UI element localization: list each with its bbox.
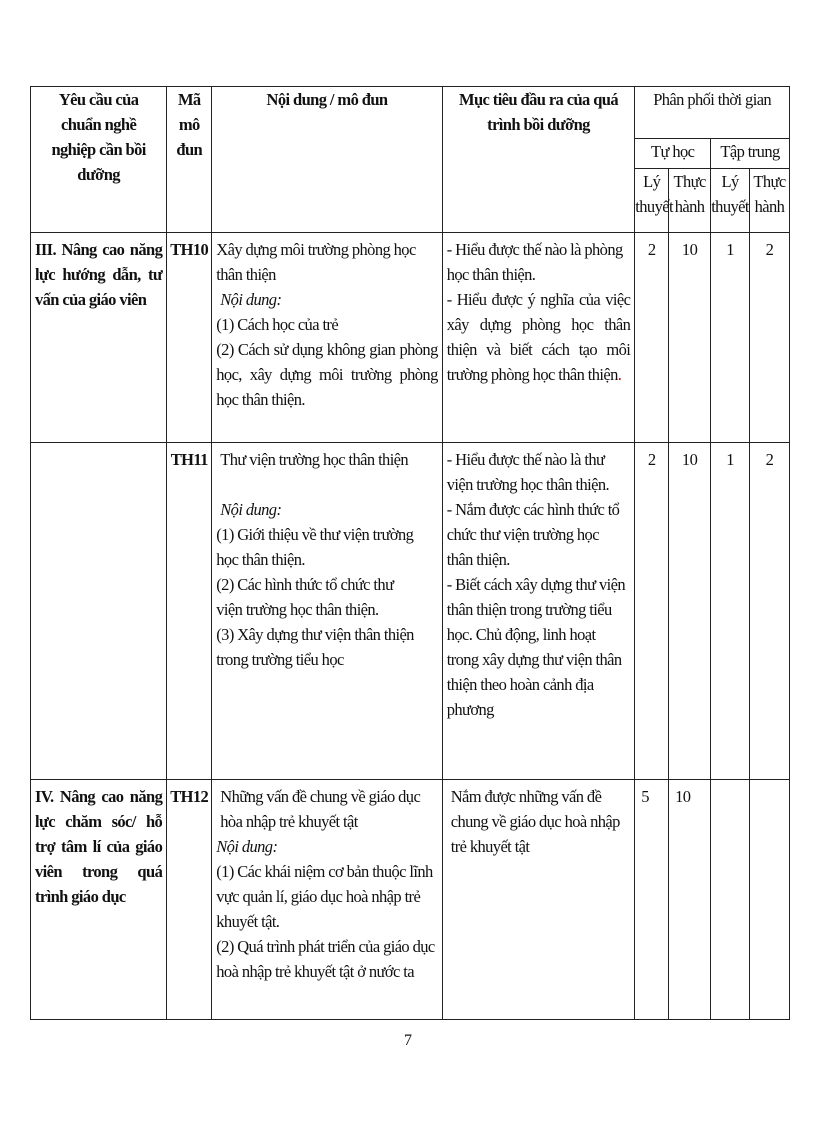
header-goal: Mục tiêu đầu ra của quá trình bồi dưỡng (442, 87, 635, 233)
content-cell (212, 443, 442, 780)
content-item: (2) Các hình thức tổ chức thư viện trường học thân thiện. (216, 575, 394, 619)
content-cell (212, 780, 442, 1020)
curriculum-table (30, 86, 790, 1020)
module-code: TH11 (167, 443, 212, 780)
requirement-cell: III. Nâng cao năng lực hướng dẫn, tư vấn của giáo viên (31, 233, 167, 443)
goal-item: - Nắm được các hình thức tổ chức thư viện trường học thân thiện. (446, 500, 620, 569)
conc-practice-hours: 2 (750, 443, 790, 780)
header-requirement: Yêu cầu của chuẩn nghề nghiệp cần bồi dưỡng (31, 87, 167, 233)
content-item: (2) Quá trình phát triển của giáo dục hoà nhập trẻ khuyết tật ở nước ta (216, 937, 435, 981)
goal-item: Nắm được những vấn đề chung về giáo dục hoà nhập trẻ khuyết tật (450, 787, 620, 856)
conc-theory-hours: 1 (711, 443, 750, 780)
content-item: (1) Các khái niệm cơ bản thuộc lĩnh vực quản lí, giáo dục hoà nhập trẻ khuyết tật. (216, 862, 433, 931)
module-code: TH10 (167, 233, 212, 443)
header-code: Mã mô đun (167, 87, 212, 233)
header-practice-1: Thực hành (669, 169, 711, 233)
self-practice-hours: 10 (669, 780, 711, 1020)
conc-theory-hours: 1 (711, 233, 750, 443)
content-label: Nội dung: (216, 837, 278, 856)
content-item: (1) Cách học của trẻ (216, 315, 339, 334)
goal-item: - Hiểu được thế nào là thư viện trường học thân thiện. (446, 450, 610, 494)
goal-item: - Hiểu được thế nào là phòng học thân thiện. (446, 240, 623, 284)
table-row-th11 (31, 443, 790, 780)
requirement-cell: IV. Nâng cao năng lực chăm sóc/ hỗ trợ tâm lí của giáo viên trong quá trình giáo dục (31, 780, 167, 1020)
conc-theory-hours (711, 780, 750, 1020)
content-title: Xây dựng môi trường phòng học thân thiện (216, 240, 416, 284)
content-item: (1) Giới thiệu về thư viện trường học thân thiện. (216, 525, 414, 569)
content-title: Những vấn đề chung về giáo dục hòa nhập trẻ khuyết tật (220, 787, 421, 831)
content-title: Thư viện trường học thân thiện (220, 450, 409, 469)
goal-cell (442, 780, 635, 1020)
header-time: Phân phối thời gian (635, 87, 790, 139)
goal-red-dot: . (617, 365, 622, 384)
header-content: Nội dung / mô đun (212, 87, 442, 233)
self-theory-hours: 2 (635, 233, 669, 443)
goal-item: - Biết cách xây dựng thư viện thân thiện trong trường tiểu học. Chủ động, linh hoạt trong xây dựng thư viện thân thiện theo hoàn cảnh địa phương (446, 575, 625, 719)
self-practice-hours: 10 (669, 443, 711, 780)
header-practice-2: Thực hành (750, 169, 790, 233)
goal-cell (442, 233, 635, 443)
header-row-1 (31, 87, 790, 139)
header-theory-2: Lý thuyết (711, 169, 750, 233)
header-theory-1: Lý thuyết (635, 169, 669, 233)
conc-practice-hours: 2 (750, 233, 790, 443)
content-label: Nội dung: (220, 500, 282, 519)
self-theory-hours: 5 (635, 780, 669, 1020)
module-code: TH12 (167, 780, 212, 1020)
content-label: Nội dung: (220, 290, 282, 309)
header-self-study: Tự học (635, 139, 711, 169)
content-item: (2) Cách sử dụng không gian phòng học, xây dựng môi trường phòng học thân thiện. (216, 340, 438, 409)
self-theory-hours: 2 (635, 443, 669, 780)
page-number: 7 (404, 1032, 412, 1049)
conc-practice-hours (750, 780, 790, 1020)
goal-text: - Hiểu được ý nghĩa của việc xây dựng phòng học thân thiện và biết cách tạo môi trường phòng học thân thiện (446, 290, 631, 384)
table-row-th12 (31, 780, 790, 1020)
goal-cell (442, 443, 635, 780)
self-practice-hours: 10 (669, 233, 711, 443)
table-row-th10 (31, 233, 790, 443)
requirement-cell (31, 443, 167, 780)
goal-item (447, 287, 631, 387)
header-concentrated: Tập trung (711, 139, 790, 169)
content-cell (212, 233, 442, 443)
content-item: (3) Xây dựng thư viện thân thiện trong trường tiểu học (216, 625, 414, 669)
